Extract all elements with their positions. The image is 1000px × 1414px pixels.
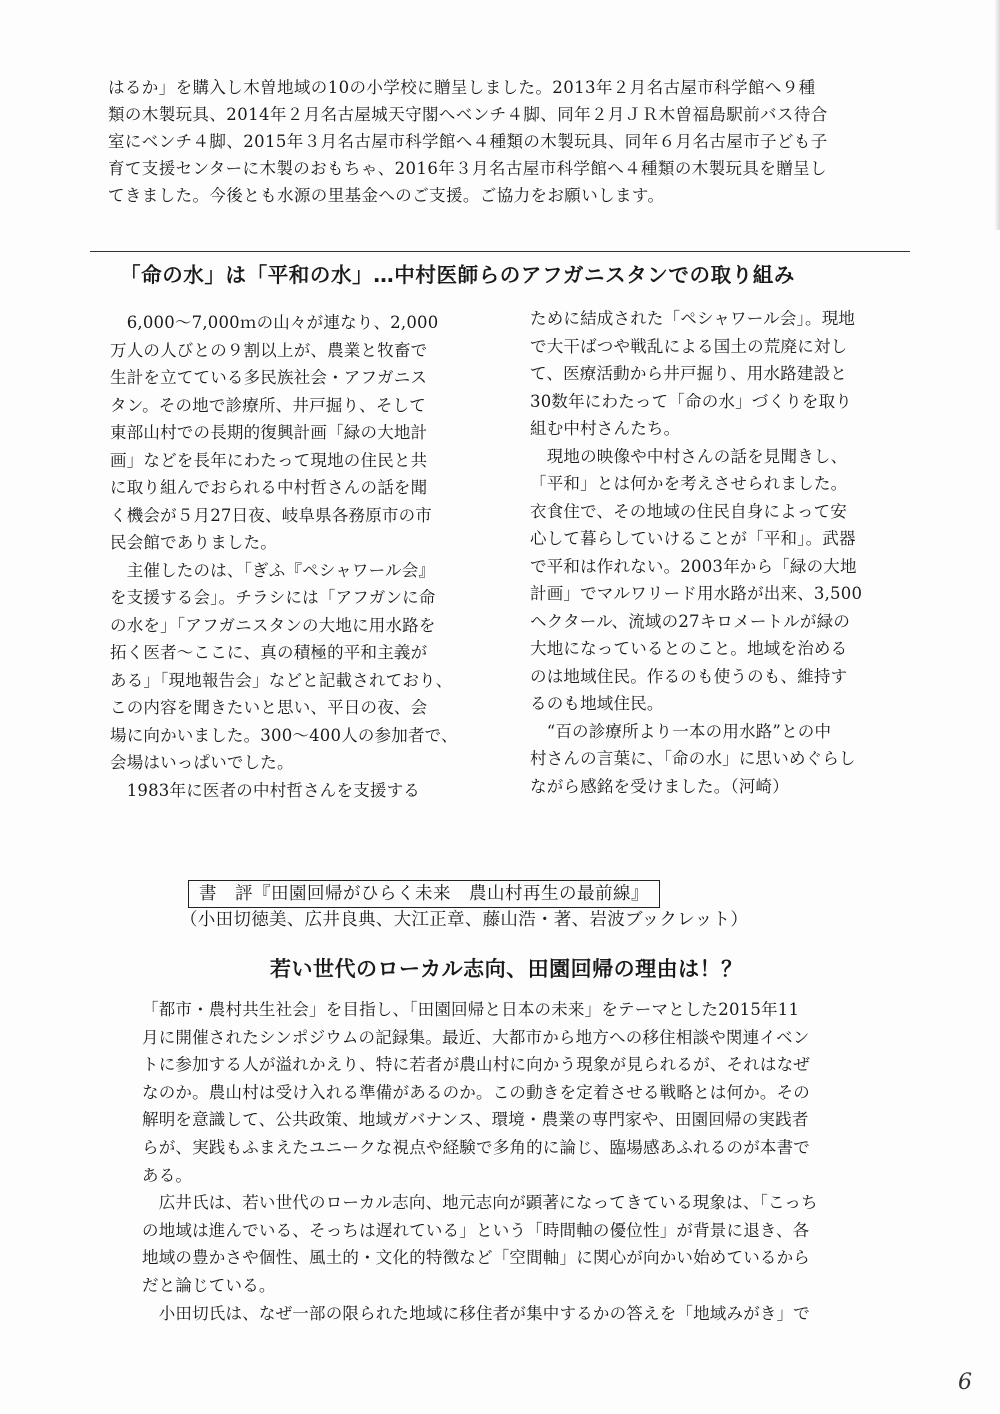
text-line: ために結成された「ペシャワール会」。現地 bbox=[530, 309, 856, 328]
text-line: に取り組んでおられる中村哲さんの話を聞 bbox=[110, 478, 428, 497]
text-line: 類の木製玩具、2014年２月名古屋城天守閣へベンチ４脚、同年２月ＪＲ木曽福島駅前バス待合 bbox=[108, 105, 828, 124]
text-line: 心して暮らしていけることが「平和」。武器 bbox=[530, 529, 856, 548]
text-line: 組む中村さんたち。 bbox=[530, 419, 681, 438]
text-line: るのも地域住民。 bbox=[530, 694, 664, 713]
text-line: 村さんの言葉に、「命の水」に思いめぐらし bbox=[530, 749, 856, 768]
text-line: 現地の映像や中村さんの話を見聞きし、 bbox=[530, 446, 848, 466]
text-line: 6,000～7,000ｍの山々が連なり、2,000 bbox=[110, 313, 439, 332]
text-line: はるか」を購入し木曽地域の10の小学校に贈呈しました。2013年２月名古屋市科学館へ９種 bbox=[108, 78, 816, 97]
text-line: 場に向かいました。300～400人の参加者で、 bbox=[110, 725, 458, 745]
intro-paragraph bbox=[108, 74, 918, 209]
scan-edge-shadow bbox=[994, 0, 1000, 230]
text-line: この内容を聞きたいと思い、平日の夜、会 bbox=[110, 698, 428, 717]
text-line: 30数年にわたって「命の水」づくりを取り bbox=[530, 391, 852, 411]
text-line: 画」などを長年にわたって現地の住民と共 bbox=[110, 450, 428, 470]
text-line: 月に開催されたシンポジウムの記録集。最近、大都市から地方への移住相談や関連イベン bbox=[142, 1027, 810, 1047]
text-line: ある」「現地報告会」などと記載されており、 bbox=[110, 670, 453, 690]
text-line: 主催したのは、「ぎふ『ペシャワール会』 bbox=[110, 560, 436, 580]
book-review-headline: 若い世代のローカル志向、田園回帰の理由は！？ bbox=[270, 957, 743, 981]
text-line: ある。 bbox=[142, 1165, 193, 1185]
text-line: 衣食住で、その地域の住民自身によって安 bbox=[530, 501, 847, 521]
section-divider bbox=[90, 251, 910, 252]
text-line: 地域の豊かさや個性、風土的・文化的特徴など「空間軸」に関心が向かい始めているから bbox=[142, 1248, 810, 1268]
text-line: 拓く医者～ここに、真の積極的平和主義が bbox=[110, 643, 428, 662]
text-line: を支援する会」。チラシには「アフガンに命 bbox=[110, 588, 436, 607]
text-line: 民会館でありました。 bbox=[110, 533, 277, 552]
text-line: の地域は進んでいる、そっちは遅れている」という「時間軸の優位性」が背景に退き、各 bbox=[142, 1220, 810, 1240]
text-line: 計画」でマルワリード用水路が出来、3,500 bbox=[530, 584, 863, 603]
text-line: のは地域住民。作るのも使うのも、維持す bbox=[530, 666, 848, 686]
text-line: 室にベンチ４脚、2015年３月名古屋市科学館へ４種類の木製玩具、同年６月名古屋市子ども子 bbox=[108, 132, 828, 151]
text-line: 会場はいっぱいでした。 bbox=[110, 753, 294, 772]
text-line: らが、実践もふまえたユニークな視点や経験で多角的に論じ、臨場感あふれるのが本書で bbox=[142, 1137, 810, 1157]
text-line: だと論じている。 bbox=[142, 1275, 276, 1295]
book-review-body bbox=[142, 996, 912, 1327]
text-line: 生計を立てている多民族社会・アフガニス bbox=[110, 368, 428, 387]
text-line: 解明を意識して、公共政策、地域ガバナンス、環境・農業の専門家や、田園回帰の実践者 bbox=[142, 1110, 809, 1130]
text-line: ながら感銘を受けました。（河崎） bbox=[530, 776, 789, 796]
text-line: て、医療活動から井戸掘り、用水路建設と bbox=[530, 364, 847, 383]
text-line: 広井氏は、若い世代のローカル志向、地元志向が顕著になってきている現象は、「こっち bbox=[142, 1193, 818, 1213]
article-right-column bbox=[530, 305, 910, 800]
text-line: の水を」「アフガニスタンの大地に用水路を bbox=[110, 615, 436, 635]
book-review-authors: （小田切徳美、広井良典、大江正章、藤山浩・著、岩波ブックレット） bbox=[180, 910, 749, 930]
text-line: タン。その地で診療所、井戸掘り、そして bbox=[110, 395, 426, 415]
article-title: 「命の水」は「平和の水」…中村医師らのアフガニスタンでの取り組み bbox=[120, 263, 795, 287]
text-line: 「平和」とは何かを考えさせられました。 bbox=[530, 474, 848, 493]
text-line: で大干ばつや戦乱による国土の荒廃に対し bbox=[530, 336, 848, 356]
page-number: 6 bbox=[958, 1370, 972, 1395]
text-line: トに参加する人が溢れかえり、特に若者が農山村に向かう現象が見られるが、それはなぜ bbox=[142, 1055, 810, 1075]
text-line: く機会が５月27日夜、岐阜県各務原市の市 bbox=[110, 505, 432, 525]
text-line: 小田切氏は、なぜ一部の限られた地域に移住者が集中するかの答えを「地域みがき」で bbox=[142, 1303, 810, 1323]
text-line: で平和は作れない。2003年から「緑の大地 bbox=[530, 556, 857, 576]
book-review-label: 書 評『田園回帰がひらく未来 農山村再生の最前線』 bbox=[188, 880, 660, 908]
text-line: 1983年に医者の中村哲さんを支援する bbox=[110, 780, 420, 800]
text-line: 東部山村での長期的復興計画「緑の大地計 bbox=[110, 423, 428, 442]
text-line: てきました。今後とも水源の里基金へのご支援。ご協力をお願いします。 bbox=[108, 186, 665, 205]
text-line: なのか。農山村は受け入れる準備があるのか。この動きを定着させる戦略とは何か。その bbox=[142, 1082, 810, 1102]
text-line: 万人の人びとの９割以上が、農業と牧畜で bbox=[110, 340, 428, 360]
text-line: 「都市・農村共生社会」を目指し、「田園回帰と日本の未来」をテーマとした2015年11 bbox=[142, 1000, 800, 1019]
text-line: “百の診療所より一本の用水路”との中 bbox=[530, 721, 832, 741]
article-left-column bbox=[110, 309, 480, 804]
text-line: 大地になっているとのこと。地域を治める bbox=[530, 639, 848, 658]
text-line: 育て支援センターに木製のおもちゃ、2016年３月名古屋市科学館へ４種類の木製玩具を贈呈し bbox=[108, 159, 827, 178]
text-line: ヘクタール、流域の27キロメートルが緑の bbox=[530, 611, 851, 631]
